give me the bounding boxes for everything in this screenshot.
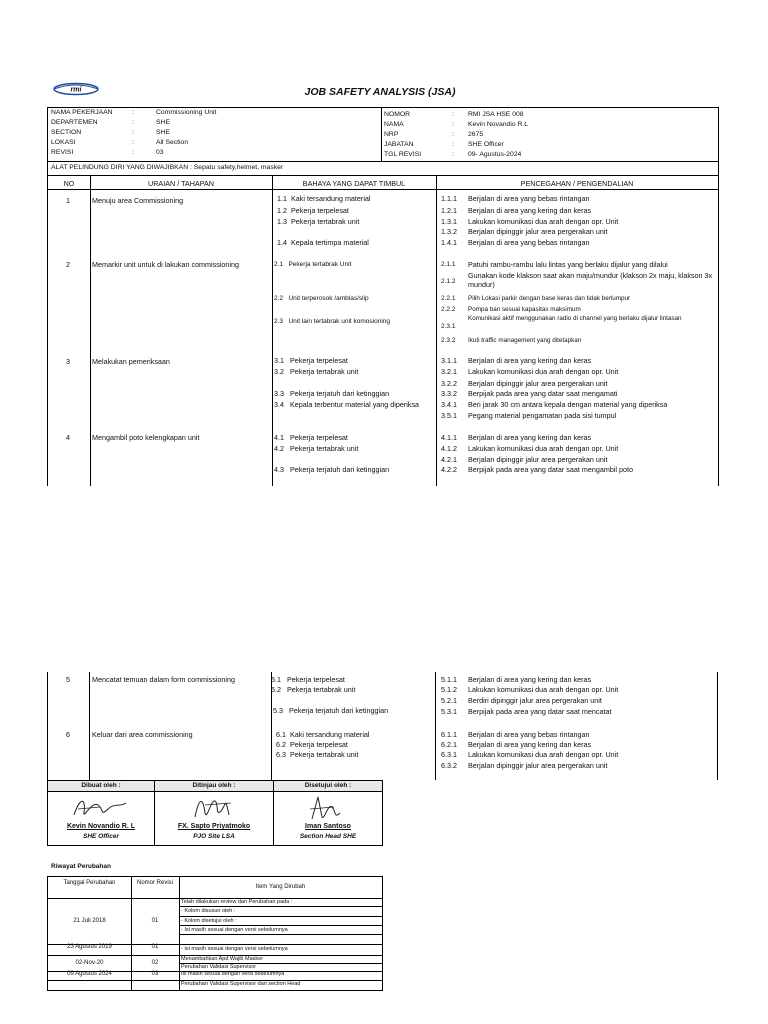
hazard-code: 2.1 (274, 261, 284, 268)
control-code: 5.1.2 (441, 685, 457, 694)
step-no: 4 (66, 433, 70, 442)
control-code: 4.1.1 (441, 433, 457, 442)
rev-item: Perubahan Validasi Supervisor (181, 964, 257, 970)
step-description: Memarkir unit untuk di lakukan commissioning (92, 260, 240, 269)
hazard-code: 3.1 (274, 356, 284, 365)
rev-item: Menambahkan Apd Wajib Masker (181, 956, 264, 962)
rev-number: 02 (151, 960, 159, 966)
hazard-text: Pekerja tertabrak unit (290, 367, 359, 376)
info-separator: : (132, 109, 134, 116)
hazard-text: Kepala tertimpa material (291, 238, 369, 247)
control-code: 3.1.1 (441, 356, 457, 365)
info-value: SHE (156, 119, 170, 126)
rev-date: 21 Juli 2018 (73, 918, 106, 924)
control-text: Berjalan di area yang bebas rintangan (468, 194, 590, 203)
control-code: 2.2.2 (441, 306, 456, 313)
hazard-text: Unit terperosok /amblas/slip (288, 295, 369, 302)
rev-date: 09 Agustus 2024 (67, 971, 112, 977)
info-separator: : (132, 149, 134, 156)
hazard-code: 3.3 (274, 389, 284, 398)
signature-name: Iman Santoso (305, 823, 351, 830)
hazard-text: Pekerja terpelesat (287, 675, 345, 684)
signature-role: SHE Officer (82, 833, 119, 840)
step-description: Melakukan pemeriksaan (92, 357, 170, 366)
control-text: Lakukan komunikasi dua arah dengan opr. Unit (468, 750, 619, 759)
col-header-bahaya: BAHAYA YANG DAPAT TIMBUL (302, 179, 406, 188)
hazard-code: 6.3 (276, 750, 286, 759)
control-text: Beri jarak 30 cm antara kepala dengan material yang diperiksa (468, 400, 668, 409)
info-value: 2675 (468, 131, 484, 138)
info-separator: : (452, 151, 454, 158)
hazard-text: Pekerja terpelesat (290, 433, 348, 442)
col-header-no: NO (63, 179, 75, 188)
signature-name: FX. Sapto Priyatmoko (177, 823, 251, 830)
control-code: 3.5.1 (441, 411, 457, 420)
rev-item: Perubahan Validasi Supervisor dan section Head (181, 981, 301, 987)
control-text: Berjalan di area yang bebas rintangan (468, 238, 590, 247)
control-code: 3.4.1 (441, 400, 457, 409)
hazard-code: 4.1 (274, 433, 284, 442)
hazard-code: 2.3 (274, 318, 284, 325)
rev-date: 23 Agustus 2019 (67, 944, 112, 950)
rev-item: Isi masih sesuai dengan versi sebelumnya (181, 971, 285, 977)
control-code: 5.2.1 (441, 696, 457, 705)
step-no: 5 (66, 675, 70, 684)
hazard-text: Pekerja terjatuh dari ketinggian (290, 465, 390, 474)
control-text: Lakukan komunikasi dua arah dengan opr. Unit (468, 367, 619, 376)
info-separator: : (132, 129, 134, 136)
control-text: Berjalan di area yang kering dan keras (468, 356, 592, 365)
hazard-code: 4.2 (274, 444, 284, 453)
control-text: Berjalan di area yang bebas rintangan (468, 730, 590, 739)
control-text: Lakukan komunikasi dua arah dengan opr. Unit (468, 217, 619, 226)
control-code: 3.2.1 (441, 367, 457, 376)
control-code: 6.3.2 (441, 761, 457, 770)
rev-item: - Isi masih sesuai dengan versi sebelumnya (181, 927, 288, 933)
hazard-text: Kaki tersandung material (291, 194, 371, 203)
info-value: SHE Officer (468, 141, 504, 148)
revision-history-table (47, 876, 383, 991)
step-description: Keluar dari area commissioning (92, 730, 193, 739)
info-value: Kevin Novandio R.L (468, 121, 529, 128)
step-description: Menuju area Commissioning (92, 196, 184, 205)
step-no: 1 (66, 196, 70, 205)
step-no: 3 (66, 357, 70, 366)
info-label: NOMOR (384, 111, 411, 118)
control-code: 6.2.1 (441, 740, 457, 749)
control-code: 6.3.1 (441, 750, 457, 759)
signature-table (47, 780, 383, 846)
control-text: Berpijak pada area yang datar saat mencatat (468, 707, 612, 716)
rev-number: 03 (151, 971, 159, 977)
control-text: Berjalan di area yang kering dan keras (468, 675, 592, 684)
info-label: JABATAN (384, 141, 414, 148)
control-code: 4.2.1 (441, 455, 457, 464)
control-text: Ikuti traffic management yang ditetapkan (468, 337, 582, 344)
hazard-code: 1.4 (277, 238, 287, 247)
hazard-text: Kepala terbentur material yang diperiksa (290, 400, 420, 409)
control-text: Gunakan kode klakson saat akan maju/mundur (klakson 2x maju, klakson 3x mundur) (468, 271, 713, 289)
hazard-text: Pekerja tertabrak unit (287, 685, 356, 694)
hazard-text: Pekerja terjatuh dari ketinggian (290, 389, 390, 398)
info-label: TGL REVISI (384, 151, 422, 158)
rev-col-item: Item Yang Dirubah (255, 884, 306, 890)
hazard-text: Pekerja terpelesat (290, 356, 348, 365)
hazard-code: 5.3 (273, 706, 283, 715)
signature-approved (274, 781, 382, 845)
info-separator: : (132, 119, 134, 126)
control-text: Berjalan di area yang kering dan keras (468, 206, 592, 215)
info-label: NAMA PEKERJAAN (51, 109, 113, 116)
signature-scribble (185, 793, 245, 823)
info-value: 03 (156, 149, 164, 156)
control-code: 6.1.1 (441, 730, 457, 739)
control-code: 1.4.1 (441, 238, 457, 247)
hazard-code: 6.2 (276, 740, 286, 749)
control-text: Berjalan dipinggir jalur area pergerakan unit (468, 455, 608, 464)
hazard-text: Pekerja tertabrak unit (290, 444, 359, 453)
step-no: 2 (66, 260, 70, 269)
rev-col-number: Nomor Revisi (136, 880, 173, 886)
info-label: NRP (384, 131, 399, 138)
info-separator: : (452, 141, 454, 148)
signature-role: PJO Site LSA (193, 833, 235, 840)
control-code: 1.2.1 (441, 206, 457, 215)
control-text: Pompa ban sesuai kapasitas maksimum (468, 306, 581, 313)
hazard-text: Pekerja tertabrak unit (291, 217, 360, 226)
control-code: 5.1.1 (441, 675, 457, 684)
control-text: Lakukan komunikasi dua arah dengan opr. Unit (468, 444, 619, 453)
step-description: Mengambil poto kelengkapan unit (92, 433, 200, 442)
info-label: NAMA (384, 121, 404, 128)
control-code: 4.1.2 (441, 444, 457, 453)
signature-heading: Dibuat oleh : (48, 781, 154, 792)
jsa-rows-part1 (47, 107, 717, 485)
jsa-table-continued (47, 672, 717, 780)
info-value: 09- Agustus-2024 (468, 151, 522, 158)
control-text: Berdiri dipinggir jalur area pergerakan unit (468, 696, 602, 705)
rev-item: - Kolom disetujui oleh : (181, 918, 237, 924)
hazard-text: Pekerja tertabrak unit (290, 750, 359, 759)
info-label: DEPARTEMEN (51, 119, 98, 126)
control-code: 5.3.1 (441, 707, 457, 716)
control-text: Berjalan dipinggir jalur area pergerakan unit (468, 227, 608, 236)
col-header-uraian: URAIAN / TAHAPAN (148, 179, 214, 188)
rev-col-date: Tanggal Perubahan (63, 880, 116, 886)
info-label: REVISI (51, 149, 74, 156)
hazard-code: 3.2 (274, 367, 284, 376)
info-separator: : (452, 111, 454, 118)
rev-date: 02-Nov-20 (75, 960, 104, 966)
control-code: 1.3.1 (441, 217, 457, 226)
hazard-code: 6.1 (276, 730, 286, 739)
hazard-code: 3.4 (274, 400, 284, 409)
info-separator: : (452, 131, 454, 138)
info-value: SHE (156, 129, 170, 136)
rev-item: - Isi masih sesuai dengan versi sebelumnya (181, 946, 288, 952)
signature-role: Section Head SHE (299, 833, 357, 840)
info-value: All Section (156, 139, 189, 146)
info-separator: : (452, 121, 454, 128)
step-description: Mencatat temuan dalam form commissioning (92, 675, 236, 684)
document-title: JOB SAFETY ANALYSIS (JSA) (304, 86, 456, 98)
control-code: 2.3.2 (441, 337, 456, 344)
control-text: Komunikasi aktif menggunakan radio di channel yang berlaku dijalur lintasan (468, 315, 682, 322)
info-value: RMI JSA HSE 008 (468, 111, 524, 118)
signature-reviewed (155, 781, 274, 845)
control-code: 2.1.1 (441, 261, 456, 268)
hazard-text: Pekerja terpelesat (291, 206, 349, 215)
control-code: 1.3.2 (441, 227, 457, 236)
company-logo (52, 82, 100, 96)
control-text: Berjalan dipinggir jalur area pergerakan unit (468, 379, 608, 388)
info-value: Commissioning Unit (156, 109, 217, 116)
info-separator: : (132, 139, 134, 146)
control-text: Pilih Lokasi parkir dengan base keras dan tidak berlumpur (468, 295, 631, 302)
hazard-code: 1.2 (277, 206, 287, 215)
control-code: 2.2.1 (441, 295, 456, 302)
control-text: Berjalan dipinggir jalur area pergerakan unit (468, 761, 608, 770)
rev-item: - Kolom disusun oleh : (181, 908, 236, 914)
signature-scribble (304, 793, 354, 823)
revision-history-title: Riwayat Perubahan (51, 863, 111, 870)
control-code: 4.2.2 (441, 465, 457, 474)
control-text: Lakukan komunikasi dua arah dengan opr. Unit (468, 685, 619, 694)
hazard-text: Unit lain tertabrak unit komosioning (288, 318, 390, 325)
control-code: 2.1.2 (441, 278, 456, 285)
control-text: Berjalan di area yang kering dan keras (468, 433, 592, 442)
hazard-text: Kaki tersandung material (290, 730, 370, 739)
hazard-code: 1.3 (277, 217, 287, 226)
rev-number: 01 (151, 944, 159, 950)
control-text: Berpijak pada area yang datar saat mengambil poto (468, 465, 634, 474)
rev-item: Telah dilakukan review dan Perubahan pada : (181, 899, 293, 905)
signature-name: Kevin Novandio R. L (66, 823, 136, 830)
hazard-code: 2.2 (274, 295, 284, 302)
control-text: Berpijak pada area yang datar saat mengamati (468, 389, 618, 398)
hazard-text: Pekerja tertabrak Unit (288, 261, 352, 268)
control-text: Patuhi rambu-rambu lalu lintas yang berlaku dijalur yang dilalui (468, 260, 668, 269)
control-text: Pegang material pengamatan pada sisi tumpul (468, 411, 617, 420)
hazard-code: 5.1 (271, 675, 281, 684)
control-code: 2.3.1 (441, 323, 456, 330)
signature-prepared (48, 781, 155, 845)
apd-requirement: ALAT PELINDUNG DIRI YANG DIWAJIBKAN : Sepatu safety,helmet, masker (51, 164, 284, 171)
control-text: Berjalan di area yang kering dan keras (468, 740, 592, 749)
col-header-pencegahan: PENCEGAHAN / PENGENDALIAN (520, 179, 634, 188)
control-code: 1.1.1 (441, 194, 457, 203)
info-label: LOKASI (51, 139, 76, 146)
info-label: SECTION (51, 129, 82, 136)
signature-heading: Ditinjau oleh : (155, 781, 273, 792)
hazard-text: Pekerja terpelesat (290, 740, 348, 749)
control-code: 3.3.2 (441, 389, 457, 398)
hazard-code: 4.3 (274, 465, 284, 474)
hazard-code: 5.2 (271, 685, 281, 694)
logo-text: rmi (70, 86, 82, 94)
control-code: 3.2.2 (441, 379, 457, 388)
rev-number: 01 (151, 918, 159, 924)
signature-heading: Disetujui oleh : (274, 781, 382, 792)
hazard-code: 1.1 (277, 194, 287, 203)
step-no: 6 (66, 730, 70, 739)
hazard-text: Pekerja terjatuh dari ketinggian (289, 706, 389, 715)
signature-scribble (70, 795, 130, 821)
